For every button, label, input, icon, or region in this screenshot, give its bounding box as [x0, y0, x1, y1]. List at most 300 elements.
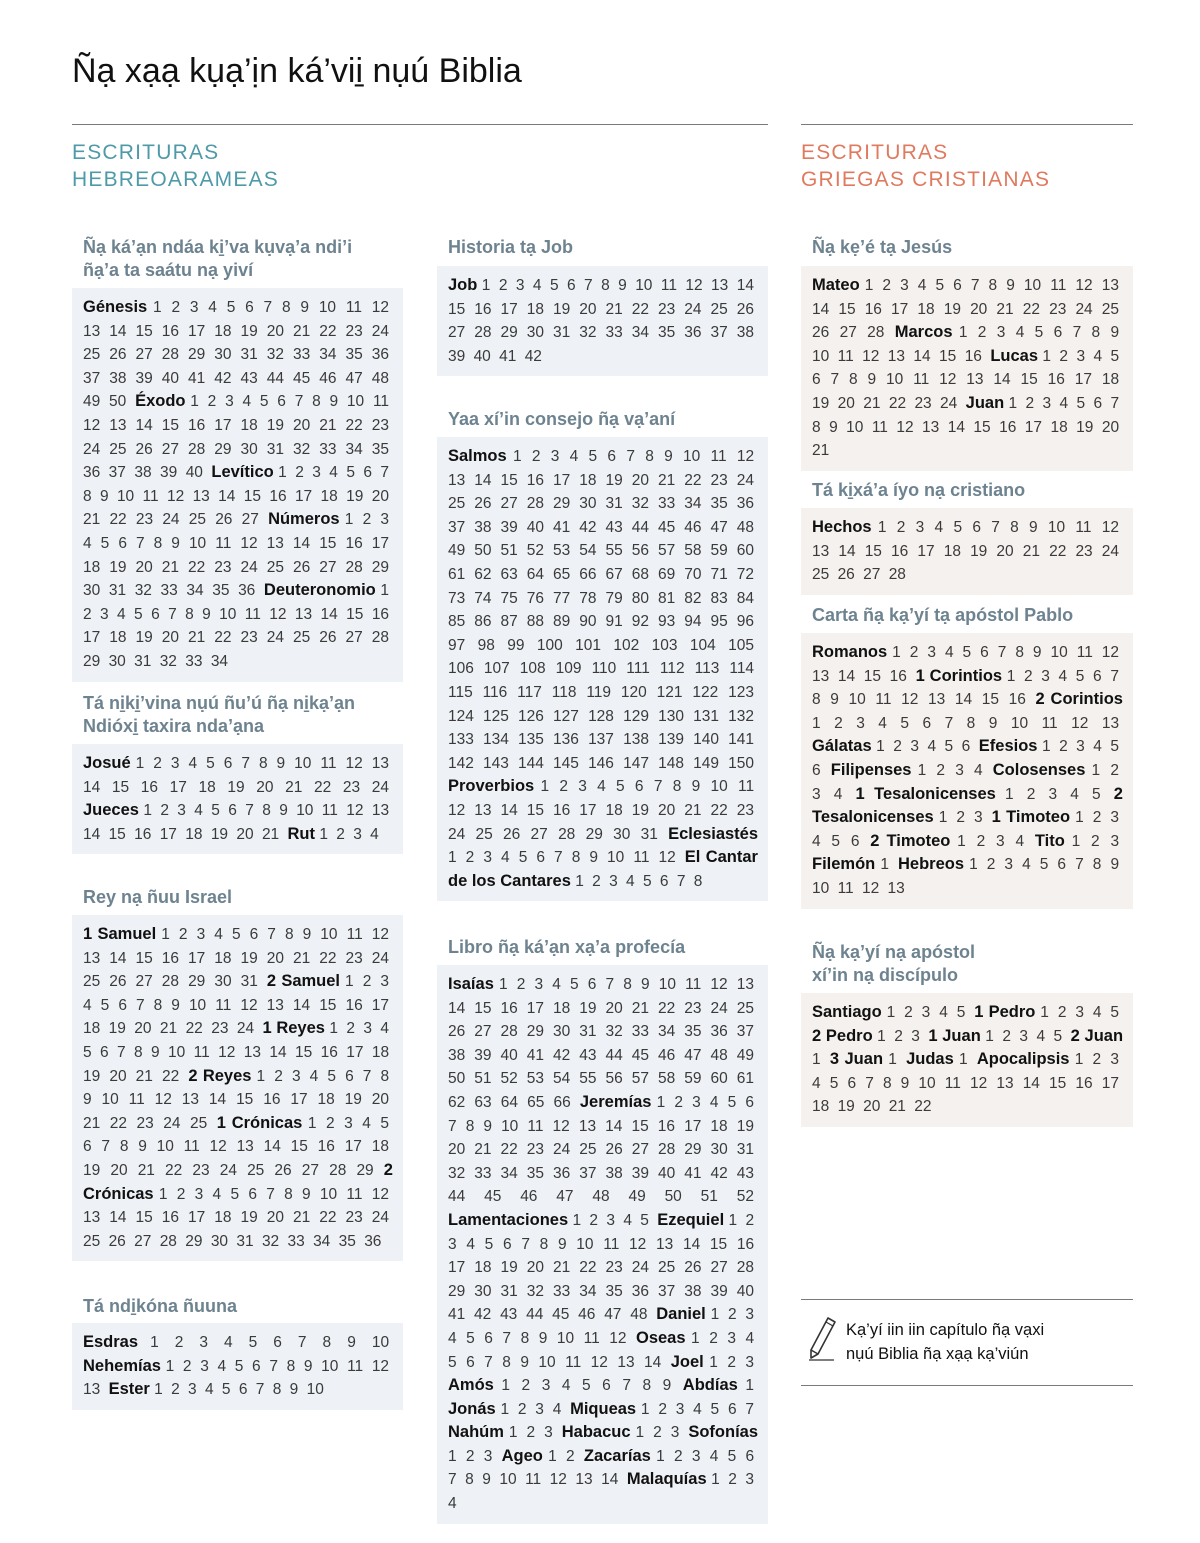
chapter-number[interactable]: 34 [631, 324, 649, 342]
chapter-number[interactable]: 1 [329, 1020, 338, 1038]
chapter-number[interactable]: 6 [659, 872, 669, 890]
chapter-number[interactable]: 11 [525, 1471, 542, 1489]
chapter-number[interactable]: 3 [1076, 347, 1086, 365]
chapter-number[interactable]: 18 [109, 629, 127, 647]
chapter-number[interactable]: 12 [896, 418, 914, 436]
chapter-number[interactable]: 77 [553, 589, 571, 607]
chapter-number[interactable]: 7 [263, 299, 273, 316]
chapter-number[interactable]: 31 [108, 582, 127, 600]
chapter-number[interactable]: 1 [158, 1185, 168, 1203]
chapter-number[interactable]: 30 [474, 1282, 492, 1300]
chapter-number[interactable]: 21 [135, 1067, 153, 1085]
chapter-number[interactable]: 30 [214, 973, 232, 991]
chapter-number[interactable]: 5 [248, 1334, 258, 1351]
chapter-number[interactable]: 100 [536, 636, 563, 654]
chapter-number[interactable]: 3 [921, 1004, 931, 1021]
chapter-number[interactable]: 3 [380, 511, 390, 529]
chapter-number[interactable]: 8 [849, 371, 858, 389]
chapter-number[interactable]: 27 [530, 825, 548, 843]
chapter-number[interactable]: 40 [185, 464, 203, 482]
chapter-number[interactable]: 30 [210, 1232, 229, 1250]
chapter-number[interactable]: 22 [319, 949, 337, 967]
chapter-number[interactable]: 13 [192, 487, 210, 505]
chapter-number[interactable]: 89 [553, 613, 571, 631]
chapter-number[interactable]: 24 [684, 300, 702, 318]
chapter-number[interactable]: 15 [319, 996, 337, 1014]
chapter-number[interactable]: 9 [1006, 277, 1015, 294]
chapter-number[interactable]: 29 [526, 1023, 544, 1041]
chapter-number[interactable]: 10 [499, 1471, 517, 1489]
chapter-number[interactable]: 27 [710, 1259, 728, 1277]
chapter-number[interactable]: 6 [228, 802, 237, 820]
chapter-number[interactable]: 23 [192, 1161, 210, 1179]
chapter-number[interactable]: 31 [605, 495, 623, 513]
chapter-number[interactable]: 9 [83, 1091, 92, 1109]
chapter-number[interactable]: 23 [658, 300, 676, 318]
chapter-number[interactable]: 123 [728, 683, 754, 701]
chapter-number[interactable]: 24 [553, 1141, 571, 1159]
chapter-number[interactable]: 21 [159, 1020, 178, 1038]
chapter-number[interactable]: 1 [635, 1424, 645, 1442]
chapter-number[interactable]: 34 [345, 440, 363, 458]
chapter-number[interactable]: 6 [850, 832, 860, 850]
chapter-number[interactable]: 2 [674, 1093, 683, 1111]
chapter-number[interactable]: 4 [217, 1357, 227, 1375]
chapter-number[interactable]: 5 [100, 534, 110, 552]
chapter-number[interactable]: 1 [864, 277, 874, 294]
chapter-number[interactable]: 37 [108, 464, 126, 482]
chapter-number[interactable]: 26 [274, 1161, 292, 1179]
chapter-number[interactable]: 3 [675, 1400, 685, 1418]
chapter-number[interactable]: 1 [345, 973, 354, 991]
chapter-number[interactable]: 42 [553, 1046, 571, 1064]
chapter-number[interactable]: 2 [1057, 1004, 1067, 1021]
chapter-number[interactable]: 31 [240, 973, 258, 991]
chapter-number[interactable]: 21 [888, 1098, 906, 1116]
chapter-number[interactable]: 4 [745, 1329, 755, 1347]
chapter-number[interactable]: 8 [262, 802, 271, 820]
chapter-number[interactable]: 10 [1023, 277, 1042, 294]
chapter-number[interactable]: 42 [710, 1164, 728, 1182]
chapter-number[interactable]: 14 [263, 1138, 281, 1156]
chapter-number[interactable]: 14 [644, 1353, 662, 1371]
chapter-number[interactable]: 6 [812, 761, 821, 779]
chapter-number[interactable]: 5 [234, 1357, 244, 1375]
chapter-number[interactable]: 24 [710, 999, 728, 1017]
chapter-number[interactable]: 4 [1022, 856, 1031, 874]
chapter-number[interactable]: 6 [1057, 856, 1067, 874]
chapter-number[interactable]: 10 [188, 534, 207, 552]
chapter-number[interactable]: 1 [512, 448, 522, 465]
chapter-number[interactable]: 25 [710, 300, 728, 318]
chapter-number[interactable]: 97 [448, 636, 466, 654]
chapter-number[interactable]: 33 [631, 1023, 649, 1041]
chapter-number[interactable]: 30 [553, 1023, 571, 1041]
chapter-number[interactable]: 1 [508, 1424, 518, 1442]
chapter-number[interactable]: 4 [1058, 667, 1068, 685]
chapter-number[interactable]: 22 [319, 322, 337, 340]
chapter-number[interactable]: 4 [448, 1329, 457, 1347]
chapter-number[interactable]: 26 [109, 973, 127, 991]
chapter-number[interactable]: 8 [812, 418, 821, 436]
chapter-number[interactable]: 16 [1047, 371, 1065, 389]
chapter-number[interactable]: 3 [1048, 785, 1058, 803]
chapter-number[interactable]: 2 [976, 832, 986, 850]
chapter-number[interactable]: 1 [888, 1051, 897, 1069]
chapter-number[interactable]: 30 [579, 495, 597, 513]
chapter-number[interactable]: 38 [109, 369, 127, 387]
chapter-number[interactable]: 31 [500, 1282, 518, 1300]
chapter-number[interactable]: 20 [970, 300, 988, 318]
chapter-number[interactable]: 18 [1050, 418, 1068, 436]
chapter-number[interactable]: 21 [605, 300, 623, 318]
chapter-number[interactable]: 3 [535, 1400, 544, 1418]
chapter-number[interactable]: 28 [867, 324, 885, 342]
chapter-number[interactable]: 10 [812, 347, 830, 365]
chapter-number[interactable]: 4 [833, 785, 843, 803]
chapter-number[interactable]: 28 [161, 346, 179, 364]
chapter-number[interactable]: 2 [893, 738, 902, 756]
chapter-number[interactable]: 25 [579, 1141, 597, 1159]
chapter-number[interactable]: 6 [745, 1447, 755, 1465]
chapter-number[interactable]: 16 [999, 418, 1017, 436]
chapter-number[interactable]: 18 [943, 542, 961, 560]
chapter-number[interactable]: 45 [658, 518, 676, 536]
chapter-number[interactable]: 2 [153, 755, 162, 772]
chapter-number[interactable]: 11 [738, 778, 755, 796]
chapter-number[interactable]: 2 [1023, 667, 1033, 685]
chapter-number[interactable]: 22 [579, 1259, 597, 1277]
chapter-number[interactable]: 1 [917, 761, 927, 779]
chapter-number[interactable]: 26 [319, 629, 337, 647]
chapter-number[interactable]: 4 [194, 802, 203, 820]
chapter-number[interactable]: 3 [541, 1377, 551, 1395]
chapter-number[interactable]: 22 [1049, 542, 1067, 560]
chapter-number[interactable]: 5 [1092, 785, 1101, 803]
chapter-number[interactable]: 13 [294, 605, 313, 623]
chapter-number[interactable]: 2 [336, 825, 345, 843]
chapter-number[interactable]: 5 [1034, 324, 1044, 342]
chapter-number[interactable]: 12 [658, 849, 676, 867]
chapter-number[interactable]: 1 [812, 1051, 821, 1069]
chapter-number[interactable]: 19 [240, 949, 258, 967]
chapter-number[interactable]: 1 [938, 809, 948, 827]
chapter-number[interactable]: 11 [345, 299, 362, 316]
chapter-number[interactable]: 10 [319, 1185, 338, 1203]
chapter-number[interactable]: 17 [579, 801, 597, 819]
chapter-number[interactable]: 18 [214, 949, 232, 967]
chapter-number[interactable]: 27 [135, 973, 153, 991]
chapter-number[interactable]: 1 [957, 832, 966, 850]
chapter-number[interactable]: 13 [83, 1381, 101, 1399]
chapter-number[interactable]: 8 [284, 1185, 293, 1203]
chapter-number[interactable]: 17 [684, 1117, 702, 1135]
chapter-number[interactable]: 40 [658, 1164, 676, 1182]
chapter-number[interactable]: 5 [221, 1381, 231, 1399]
chapter-number[interactable]: 81 [658, 589, 676, 607]
chapter-number[interactable]: 1 [886, 1004, 896, 1021]
chapter-number[interactable]: 47 [604, 1306, 622, 1324]
chapter-number[interactable]: 3 [550, 448, 560, 465]
chapter-number[interactable]: 35 [345, 346, 363, 364]
chapter-number[interactable]: 40 [161, 369, 179, 387]
chapter-number[interactable]: 24 [163, 1114, 181, 1132]
chapter-number[interactable]: 122 [692, 683, 719, 701]
chapter-number[interactable]: 18 [1101, 371, 1120, 389]
chapter-number[interactable]: 84 [736, 589, 754, 607]
chapter-number[interactable]: 34 [210, 652, 229, 670]
chapter-number[interactable]: 23 [914, 394, 932, 412]
chapter-number[interactable]: 8 [286, 1357, 296, 1375]
chapter-number[interactable]: 15 [526, 801, 544, 819]
chapter-number[interactable]: 3 [745, 1353, 755, 1371]
chapter-number[interactable]: 19 [736, 1117, 754, 1135]
chapter-number[interactable]: 12 [371, 926, 389, 943]
chapter-number[interactable]: 15 [135, 1209, 153, 1227]
chapter-number[interactable]: 7 [745, 1400, 754, 1418]
chapter-number[interactable]: 26 [605, 1141, 623, 1159]
chapter-number[interactable]: 42 [524, 347, 542, 365]
chapter-number[interactable]: 15 [319, 534, 337, 552]
chapter-number[interactable]: 1 [711, 1471, 720, 1489]
chapter-number[interactable]: 4 [362, 1114, 371, 1132]
chapter-number[interactable]: 1 [256, 1067, 266, 1085]
chapter-number[interactable]: 20 [526, 1259, 544, 1277]
chapter-number[interactable]: 146 [588, 754, 614, 772]
chapter-number[interactable]: 61 [448, 565, 466, 583]
chapter-number[interactable]: 27 [319, 558, 337, 576]
chapter-number[interactable]: 9 [303, 1357, 313, 1375]
chapter-number[interactable]: 21 [996, 300, 1014, 318]
chapter-number[interactable]: 10 [371, 1334, 390, 1351]
chapter-number[interactable]: 119 [586, 683, 612, 701]
chapter-number[interactable]: 8 [153, 996, 163, 1014]
chapter-number[interactable]: 19 [240, 322, 258, 340]
chapter-number[interactable]: 2 [1092, 809, 1102, 827]
chapter-number[interactable]: 21 [137, 1161, 155, 1179]
chapter-number[interactable]: 31 [640, 825, 658, 843]
chapter-number[interactable]: 10 [886, 371, 904, 389]
chapter-number[interactable]: 12 [736, 448, 755, 465]
chapter-number[interactable]: 7 [1075, 856, 1084, 874]
chapter-number[interactable]: 7 [676, 872, 686, 890]
chapter-number[interactable]: 10 [346, 393, 365, 411]
chapter-number[interactable]: 10 [1050, 644, 1068, 661]
chapter-number[interactable]: 20 [579, 300, 597, 318]
chapter-number[interactable]: 36 [631, 1282, 649, 1300]
chapter-number[interactable]: 6 [363, 464, 372, 482]
chapter-number[interactable]: 20 [110, 1161, 128, 1179]
chapter-number[interactable]: 3 [745, 1471, 754, 1489]
chapter-number[interactable]: 117 [517, 683, 542, 701]
chapter-number[interactable]: 22 [109, 1114, 127, 1132]
chapter-number[interactable]: 4 [370, 825, 379, 843]
chapter-number[interactable]: 30 [108, 652, 126, 670]
chapter-number[interactable]: 25 [736, 999, 754, 1017]
chapter-number[interactable]: 6 [502, 1235, 512, 1253]
chapter-number[interactable]: 20 [256, 778, 274, 796]
chapter-number[interactable]: 3 [856, 714, 865, 732]
chapter-number[interactable]: 5 [1110, 738, 1120, 756]
chapter-number[interactable]: 26 [215, 511, 233, 529]
chapter-number[interactable]: 1 [1008, 394, 1018, 412]
chapter-number[interactable]: 129 [623, 707, 649, 725]
chapter-number[interactable]: 8 [988, 277, 998, 294]
chapter-number[interactable]: 7 [380, 464, 390, 482]
chapter-number[interactable]: 14 [109, 1209, 127, 1227]
chapter-number[interactable]: 51 [474, 1070, 492, 1088]
chapter-number[interactable]: 11 [183, 1138, 200, 1156]
chapter-number[interactable]: 142 [448, 754, 474, 772]
chapter-number[interactable]: 44 [605, 1046, 623, 1064]
chapter-number[interactable]: 13 [575, 1471, 593, 1489]
chapter-number[interactable]: 6 [980, 644, 989, 661]
chapter-number[interactable]: 15 [838, 300, 856, 318]
chapter-number[interactable]: 5 [1110, 347, 1120, 365]
chapter-number[interactable]: 3 [691, 1447, 701, 1465]
chapter-number[interactable]: 50 [664, 1188, 682, 1206]
chapter-number[interactable]: 10 [682, 448, 701, 465]
chapter-number[interactable]: 9 [279, 802, 288, 820]
chapter-number[interactable]: 24 [371, 322, 389, 340]
chapter-number[interactable]: 7 [554, 849, 563, 867]
chapter-number[interactable]: 24 [940, 394, 958, 412]
chapter-number[interactable]: 1 [969, 856, 978, 874]
chapter-number[interactable]: 16 [188, 416, 206, 434]
chapter-number[interactable]: 18 [605, 801, 623, 819]
chapter-number[interactable]: 9 [289, 1381, 299, 1399]
chapter-number[interactable]: 11 [837, 347, 854, 365]
chapter-number[interactable]: 17 [188, 949, 206, 967]
chapter-number[interactable]: 1 [656, 1093, 666, 1111]
chapter-number[interactable]: 46 [319, 369, 337, 387]
chapter-number[interactable]: 13 [236, 1138, 254, 1156]
chapter-number[interactable]: 27 [134, 1232, 152, 1250]
chapter-number[interactable]: 17 [917, 542, 935, 560]
chapter-number[interactable]: 20 [996, 542, 1014, 560]
chapter-number[interactable]: 8 [520, 1329, 530, 1347]
chapter-number[interactable]: 32 [293, 440, 311, 458]
chapter-number[interactable]: 18 [371, 1138, 389, 1156]
chapter-number[interactable]: 2 [207, 393, 217, 411]
chapter-number[interactable]: 16 [140, 778, 158, 796]
chapter-number[interactable]: 7 [362, 1067, 372, 1085]
chapter-number[interactable]: 24 [448, 825, 466, 843]
chapter-number[interactable]: 1 [1041, 738, 1051, 756]
chapter-number[interactable]: 8 [672, 778, 682, 796]
chapter-number[interactable]: 3 [996, 832, 1005, 850]
chapter-number[interactable]: 21 [161, 558, 179, 576]
chapter-number[interactable]: 29 [185, 1232, 203, 1250]
chapter-number[interactable]: 40 [736, 1282, 754, 1300]
chapter-number[interactable]: 27 [448, 324, 466, 342]
chapter-number[interactable]: 5 [1039, 856, 1049, 874]
chapter-number[interactable]: 38 [134, 464, 152, 482]
chapter-number[interactable]: 20 [236, 825, 254, 843]
chapter-number[interactable]: 12 [590, 1353, 608, 1371]
chapter-number[interactable]: 16 [889, 667, 907, 685]
chapter-number[interactable]: 1 [1075, 809, 1084, 827]
chapter-number[interactable]: 4 [1036, 1027, 1046, 1045]
chapter-number[interactable]: 13 [83, 1209, 101, 1227]
chapter-number[interactable]: 21 [553, 1259, 571, 1277]
chapter-number[interactable]: 39 [448, 347, 466, 365]
chapter-number[interactable]: 31 [736, 1141, 754, 1159]
chapter-number[interactable]: 2 [83, 605, 92, 623]
chapter-number[interactable]: 46 [684, 518, 702, 536]
chapter-number[interactable]: 4 [552, 1400, 562, 1418]
chapter-number[interactable]: 66 [553, 1093, 571, 1111]
chapter-number[interactable]: 51 [700, 1188, 718, 1206]
chapter-number[interactable]: 5 [327, 1067, 336, 1085]
chapter-number[interactable]: 1 [500, 1400, 510, 1418]
chapter-number[interactable]: 7 [448, 1117, 457, 1135]
chapter-number[interactable]: 1 [572, 1211, 582, 1229]
chapter-number[interactable]: 6 [1093, 394, 1103, 412]
chapter-number[interactable]: 4 [83, 534, 92, 552]
chapter-number[interactable]: 1 [1040, 1004, 1049, 1021]
chapter-number[interactable]: 2 [936, 761, 946, 779]
chapter-number[interactable]: 3 [1110, 809, 1119, 827]
chapter-number[interactable]: 111 [626, 660, 650, 678]
chapter-number[interactable]: 105 [728, 636, 754, 654]
chapter-number[interactable]: 11 [871, 418, 888, 436]
chapter-number[interactable]: 9 [867, 371, 877, 389]
chapter-number[interactable]: 12 [901, 691, 919, 709]
chapter-number[interactable]: 10 [556, 1329, 575, 1347]
chapter-number[interactable]: 6 [466, 1353, 475, 1371]
chapter-number[interactable]: 4 [448, 1495, 457, 1513]
chapter-number[interactable]: 47 [345, 369, 363, 387]
chapter-number[interactable]: 19 [227, 778, 245, 796]
chapter-number[interactable]: 32 [526, 1282, 544, 1300]
chapter-number[interactable]: 7 [991, 519, 1000, 536]
chapter-number[interactable]: 6 [484, 1329, 493, 1347]
chapter-number[interactable]: 94 [684, 613, 702, 631]
chapter-number[interactable]: 17 [294, 487, 313, 505]
chapter-number[interactable]: 31 [134, 652, 152, 670]
chapter-number[interactable]: 29 [188, 973, 206, 991]
chapter-number[interactable]: 121 [656, 683, 683, 701]
chapter-number[interactable]: 13 [812, 542, 830, 560]
chapter-number[interactable]: 19 [943, 300, 961, 318]
chapter-number[interactable]: 107 [483, 660, 510, 678]
chapter-number[interactable]: 13 [812, 667, 830, 685]
chapter-number[interactable]: 12 [83, 416, 101, 434]
chapter-number[interactable]: 113 [694, 660, 720, 678]
chapter-number[interactable]: 19 [837, 1098, 855, 1116]
chapter-number[interactable]: 1 [548, 1447, 557, 1465]
chapter-number[interactable]: 17 [290, 1091, 308, 1109]
chapter-number[interactable]: 149 [693, 754, 719, 772]
chapter-number[interactable]: 9 [1032, 644, 1042, 661]
chapter-number[interactable]: 27 [161, 440, 179, 458]
chapter-number[interactable]: 18 [198, 778, 216, 796]
chapter-number[interactable]: 4 [501, 849, 510, 867]
chapter-number[interactable]: 2 [592, 872, 601, 890]
chapter-number[interactable]: 18 [812, 1098, 830, 1116]
chapter-number[interactable]: 5 [727, 1447, 737, 1465]
chapter-number[interactable]: 16 [553, 801, 571, 819]
chapter-number[interactable]: 4 [626, 872, 635, 890]
chapter-number[interactable]: 21 [285, 778, 303, 796]
chapter-number[interactable]: 26 [736, 300, 754, 318]
chapter-number[interactable]: 8 [1091, 324, 1101, 342]
chapter-number[interactable]: 16 [371, 605, 390, 623]
chapter-number[interactable]: 53 [553, 542, 571, 560]
chapter-number[interactable]: 2 [956, 809, 965, 827]
chapter-number[interactable]: 4 [552, 976, 561, 993]
